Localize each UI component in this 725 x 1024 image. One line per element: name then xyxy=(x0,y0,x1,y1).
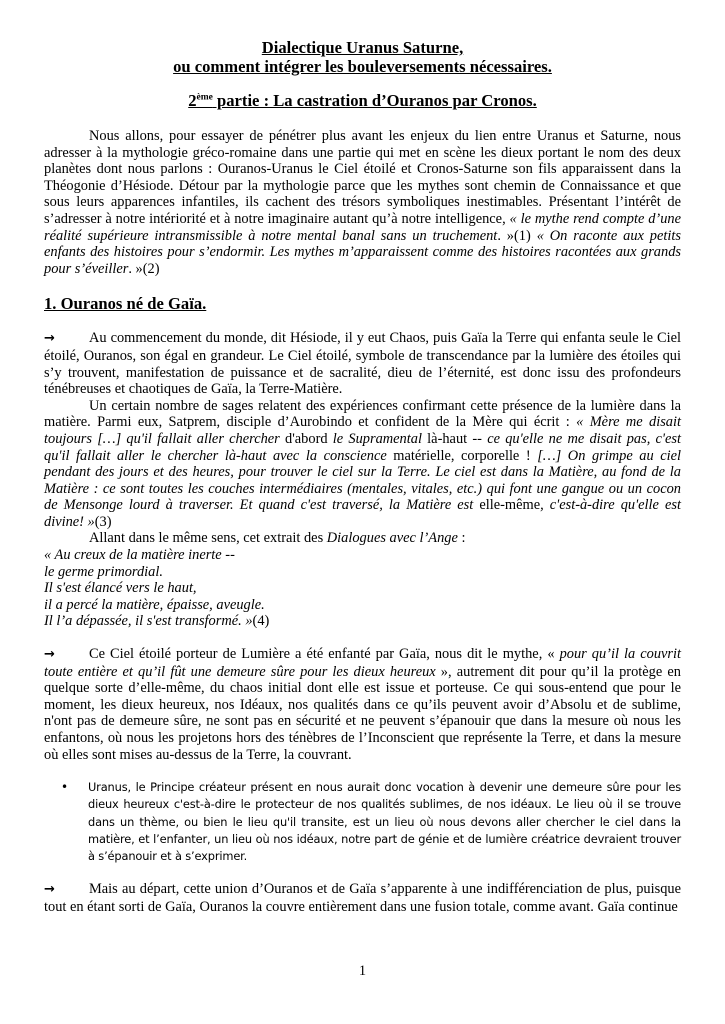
intro-paragraph: Nous allons, pour essayer de pénétrer plus avant les enjeux du lien entre Uranus et Saturne, nous adresser à la mythologie gréco-romaine dans une partie qui met en scène les dieux portant le nom des deux planètes dont nous parlons : Ouranos-Uranus le Ciel étoilé et Cronos-Saturne son fils apparaissent dans la Théogonie d’Hésiode. Détour par la mythologie parce que les mythes sont chemin de Connaissance et que sous leurs apparences infantiles, ils cachent des trésors symboliques inestimables. Présentant l’intérêt de s’adresser à notre intériorité et à notre imaginaire autant qu’à notre intelligence, « le mythe rend compte d’une réalité supérieure intransmissible à notre mental banal sans un truchement. »(1) « On raconte aux petits enfants des histoires pour s’endormir. Les mythes m’apparaissent comme des histoires racontées aux grands pour s’éveiller. »(2) xyxy=(44,128,681,277)
bullet-icon: • xyxy=(61,780,68,795)
part-title: 2ème partie : La castration d’Ouranos par Cronos. xyxy=(188,91,537,110)
poem-quote xyxy=(44,547,681,630)
poem-line: le germe primordial. xyxy=(44,563,163,580)
paragraph-ciel-etoile: → Ce Ciel étoilé porteur de Lumière a été enfanté par Gaïa, nous dit le mythe, « pour qu’il la couvrit toute entière et qu’il fût une demeure sûre pour les dieux heureux », autrement dit pour qu’il la protège en quelque sorte d’elle-même, du chaos initial dont elle est issue et porteuse. Ce qui sous-entend que pour le moment, les dieux heureux, nos Idéaux, nos qualités dans ce qu’ils peuvent avoir d’Absolu et de sublime, n'ont pas de demeure sûre, ne sont pas en sécurité et ne peuvent s’épanouir que dans la mesure où nous les enfantons, où nous les projetons hors des ténèbres de l’Inconscient que représente la Terre, et dans la mesure où elles sont mises au-dessus de la Terre, la couvrant. xyxy=(44,646,681,763)
document-title-line-1: Dialectique Uranus Saturne, xyxy=(261,38,464,57)
document-page xyxy=(44,38,681,915)
page-number: 1 xyxy=(358,963,367,979)
poem-line: Il s'est élancé vers le haut, xyxy=(44,580,197,597)
arrow-icon: → xyxy=(44,647,55,663)
poem-line: il a percé la matière, épaisse, aveugle. xyxy=(44,596,265,613)
paragraph-dialogues: Allant dans le même sens, cet extrait des Dialogues avec l’Ange : xyxy=(89,530,466,547)
arrow-icon: → xyxy=(44,331,55,347)
document-title-line-2: ou comment intégrer les bouleversements nécessaires. xyxy=(173,57,552,76)
paragraph-union: → Mais au départ, cette union d’Ouranos et de Gaïa s’apparente à une indifférenciation de plus, puisque tout en étant sorti de Gaïa, Ouranos la couvre entièrement dans une fusion totale, comme avant. Gaïa continue xyxy=(44,881,681,915)
poem-line: « Au creux de la matière inerte -- xyxy=(44,547,235,564)
paragraph-ouranos-birth: → Au commencement du monde, dit Hésiode, il y eut Chaos, puis Gaïa la Terre qui enfanta seule le Ciel étoilé, Ouranos, son égal en grandeur. Le Ciel étoilé, symbole de transcendance par la lumière des étoiles qui s’y trouvent, manifestation de puissance et de sacralité, dieu de l’éternité, est donc issu des profondeurs ténébreuses et chaotiques de Gaïa, la Terre-Matière. xyxy=(44,330,681,398)
section-heading: 1. Ouranos né de Gaïa. xyxy=(44,294,207,314)
paragraph-satprem: Un certain nombre de sages relatent des expériences confirmant cette présence de la lumière dans la matière. Parmi eux, Satprem, disciple d’Aurobindo et confident de la Mère qui écrit : « Mère me disait toujours […] qu'il fallait aller chercher d'abord le Supramental là-haut -- ce qu'elle ne me disait pas, c'est qu'il fallait aller le chercher là-haut avec la conscience matérielle, corporelle ! […] On grimpe au ciel pendant des jours et des heures, pour trouver le ciel sur la Terre. Le ciel est dans la Matière, au fond de la Matière : ce sont toutes les couches intermédiaires (mentales, vitales, etc.) qui font une gangue ou un cocon de Mensonge lourd à traverser. Et quand c'est traversé, la Matière est elle-même, c'est-à-dire qu'elle est divine! »(3) xyxy=(44,397,682,530)
arrow-icon: → xyxy=(44,882,55,898)
poem-line: Il l’a dépassée, il s'est transformé. »(4) xyxy=(44,613,270,630)
bullet-item: • Uranus, le Principe créateur présent en nous aurait donc vocation à devenir une demeure sûre pour les dieux heureux c'est-à-dire le protecteur de nos qualités sublimes, de nos idéaux. Le lieu où il se trouve dans un thème, ou bien le lieu qu'il transite, est un lieu où nous devons aller chercher le ciel dans la matière, et l’enfanter, un lieu où nos idéaux, notre part de génie et de lumière créatrice devraient trouver à s’épanouir et à s’exprimer. xyxy=(61,780,681,863)
